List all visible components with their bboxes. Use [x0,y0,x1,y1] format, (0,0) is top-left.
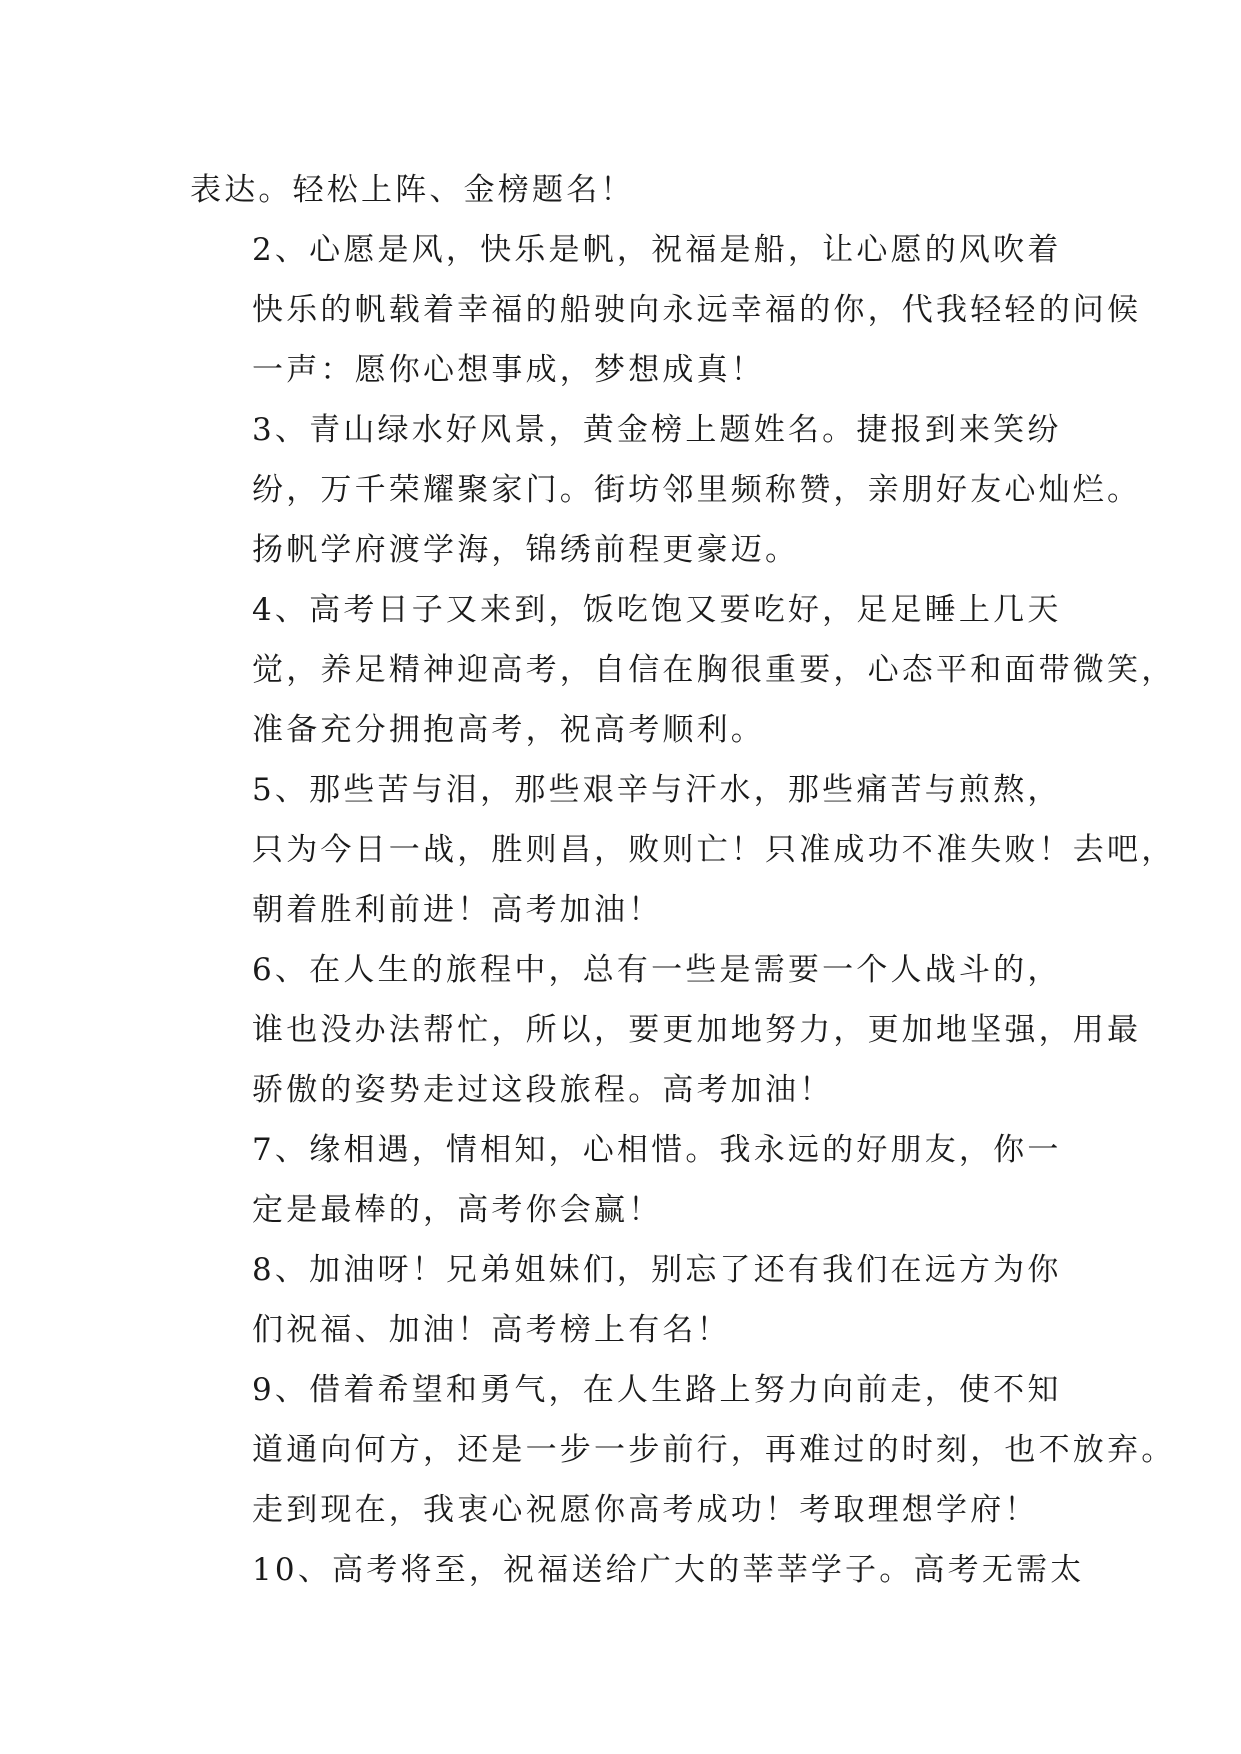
document-body [190,160,1176,1600]
text-line: 骄傲的姿势走过这段旅程。高考加油！ [252,1072,834,1108]
paragraph-3 [190,400,1142,580]
text-line: 扬帆学府渡学海，锦绣前程更豪迈。 [252,532,800,568]
text-line: 走到现在，我衷心祝愿你高考成功！考取理想学府！ [252,1492,1039,1528]
text-line: 只为今日一战，胜则昌，败则亡！只准成功不准失败！去吧， [252,832,1176,868]
paragraph-7 [190,1120,1060,1240]
text-line: 3、青山绿水好风景，黄金榜上题姓名。捷报到来笑纷 [252,412,1062,448]
text-line: 准备充分拥抱高考，祝高考顺利。 [252,712,765,748]
paragraph-6 [190,940,1142,1120]
text-line: 谁也没办法帮忙，所以，要更加地努力，更加地坚强，用最 [252,1012,1142,1048]
text-line: 8、加油呀！兄弟姐妹们，别忘了还有我们在远方为你 [252,1252,1062,1288]
paragraph-1-continuation [190,160,1060,220]
text-line: 觉，养足精神迎高考，自信在胸很重要，心态平和面带微笑， [252,652,1176,688]
text-line: 5、那些苦与泪，那些艰辛与汗水，那些痛苦与煎熬， [252,772,1062,808]
text-line: 9、借着希望和勇气，在人生路上努力向前走，使不知 [252,1372,1062,1408]
text-line: 朝着胜利前进！高考加油！ [252,892,663,928]
text-line: 6、在人生的旅程中，总有一些是需要一个人战斗的， [252,952,1062,988]
paragraph-4 [190,580,1176,760]
text-line: 2、心愿是风，快乐是帆，祝福是船，让心愿的风吹着 [252,232,1062,268]
text-line: 4、高考日子又来到，饭吃饱又要吃好，足足睡上几天 [252,592,1062,628]
text-line: 一声：愿你心想事成，梦想成真！ [252,352,765,388]
text-line: 表达。轻松上阵、金榜题名！ [190,172,635,208]
paragraph-9 [190,1360,1176,1540]
paragraph-10 [190,1540,1085,1600]
paragraph-8 [190,1240,1060,1360]
text-line: 定是最棒的，高考你会赢！ [252,1192,663,1228]
text-line: 快乐的帆载着幸福的船驶向永远幸福的你，代我轻轻的问候 [252,292,1142,328]
paragraph-5 [190,760,1176,940]
text-line: 纷，万千荣耀聚家门。街坊邻里频称赞，亲朋好友心灿烂。 [252,472,1142,508]
text-line: 10、高考将至，祝福送给广大的莘莘学子。高考无需太 [252,1552,1085,1588]
text-line: 7、缘相遇，情相知，心相惜。我永远的好朋友，你一 [252,1132,1062,1168]
text-line: 道通向何方，还是一步一步前行，再难过的时刻，也不放弃。 [252,1432,1176,1468]
text-line: 们祝福、加油！高考榜上有名！ [252,1312,731,1348]
paragraph-2 [190,220,1142,400]
